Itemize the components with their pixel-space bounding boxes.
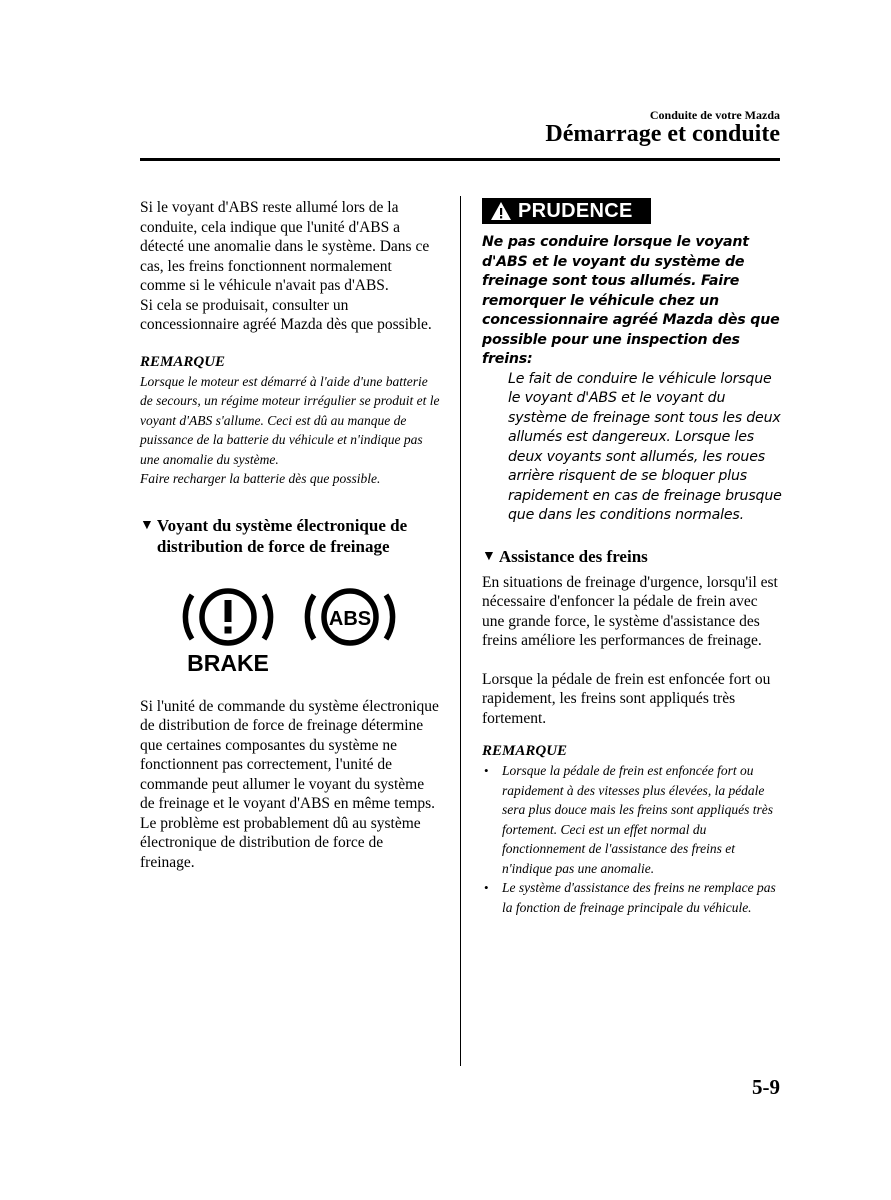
page-number: 5-9: [752, 1075, 780, 1099]
brake-assist-heading-text: Assistance des freins: [498, 546, 648, 566]
caution-label: PRUDENCE: [518, 199, 633, 222]
caution-badge: [482, 198, 651, 224]
ebd-heading: [140, 515, 440, 557]
note-bullets: [482, 761, 782, 917]
bullet-icon: •: [484, 880, 489, 895]
caution-body-text: Le fait de conduire le véhicule lorsque le voyant d'ABS et le voyant du système de freinage sont tous les deux allumés est dangereux. Lorsque les deux voyants sont allumés, les roues arrière risquent de se bloquer plus rapidement en cas de freinage brusque que dans les conditions normales.: [508, 370, 782, 523]
brake-warning-icon: [180, 575, 280, 675]
ebd-paragraph: Si l'unité de commande du système électronique de distribution de force de freinage détermine que certaines composantes du système ne fonctionnent pas correctement, l'unité de commande peut allumer le voyant du système de freinage et le voyant d'ABS en même temps. Le problème est probablement dû au système électronique de distribution de force de freinage.: [140, 697, 439, 871]
note-title: REMARQUE: [482, 743, 568, 759]
abs-warning-icon: [300, 575, 400, 655]
list-item: [482, 761, 782, 878]
warning-triangle-icon: [490, 201, 512, 221]
brake-assist-paragraph-2: Lorsque la pédale de frein est enfoncée fort ou rapidement, les freins sont appliqués très fortement.: [482, 670, 771, 727]
bullet-text: Lorsque la pédale de frein est enfoncée fort ou rapidement à des vitesses plus élevées, la pédale sera plus douce mais les freins sont appliqués très fortement. Ceci est un effet normal du fonctionnement de l'assistance des freins et n'indique pas une anomalie.: [502, 763, 773, 876]
page-title: Démarrage et conduite: [545, 121, 780, 147]
abs-paragraph: Si le voyant d'ABS reste allumé lors de la conduite, cela indique que l'unité d'ABS a détecté une anomalie dans le système. Dans ce cas, les freins fonctionnent normalement comme si le véhicule n'avait pas d'ABS.: [140, 199, 430, 294]
column-divider: [460, 196, 461, 1066]
note-text-2: Faire recharger la batterie dès que possible.: [140, 471, 381, 486]
left-column: [140, 198, 440, 872]
warning-icons: [140, 575, 440, 675]
right-column: [482, 198, 782, 917]
bullet-icon: •: [484, 763, 489, 778]
ebd-heading-text: Voyant du système électronique de distribution de force de freinage: [156, 515, 408, 556]
abs-label: ABS: [328, 607, 372, 630]
note-text: Lorsque le moteur est démarré à l'aide d'une batterie de secours, un régime moteur irrégulier se produit et le voyant d'ABS s'allume. Ceci est dû au manque de puissance de la batterie du véhicule et n'indique pas une anomalie du système.: [140, 373, 440, 467]
caution-strong-text: Ne pas conduire lorsque le voyant d'ABS et le voyant du système de freinage sont tous allumés. Faire remorquer le véhicule chez un concessionnaire agréé Mazda dès que possible pour une inspection des freins:: [482, 234, 780, 367]
brake-assist-paragraph: En situations de freinage d'urgence, lorsqu'il est nécessaire d'enfoncer la pédale de frein avec une grande force, le système d'assistance des freins améliore les performances de freinage.: [482, 573, 778, 649]
header-rule: [140, 158, 780, 161]
brake-assist-heading: [482, 546, 782, 567]
bullet-text: Le système d'assistance des freins ne remplace pas la fonction de freinage principale du véhicule.: [502, 880, 776, 915]
triangle-down-icon: ▼: [482, 548, 496, 564]
note-title: REMARQUE: [140, 353, 226, 370]
triangle-down-icon: ▼: [140, 517, 154, 533]
header-section: Conduite de votre Mazda: [649, 108, 780, 122]
brake-label: BRAKE: [187, 649, 269, 675]
abs-paragraph-2: Si cela se produisait, consulter un concessionnaire agréé Mazda dès que possible.: [140, 296, 432, 333]
list-item: [482, 878, 782, 917]
